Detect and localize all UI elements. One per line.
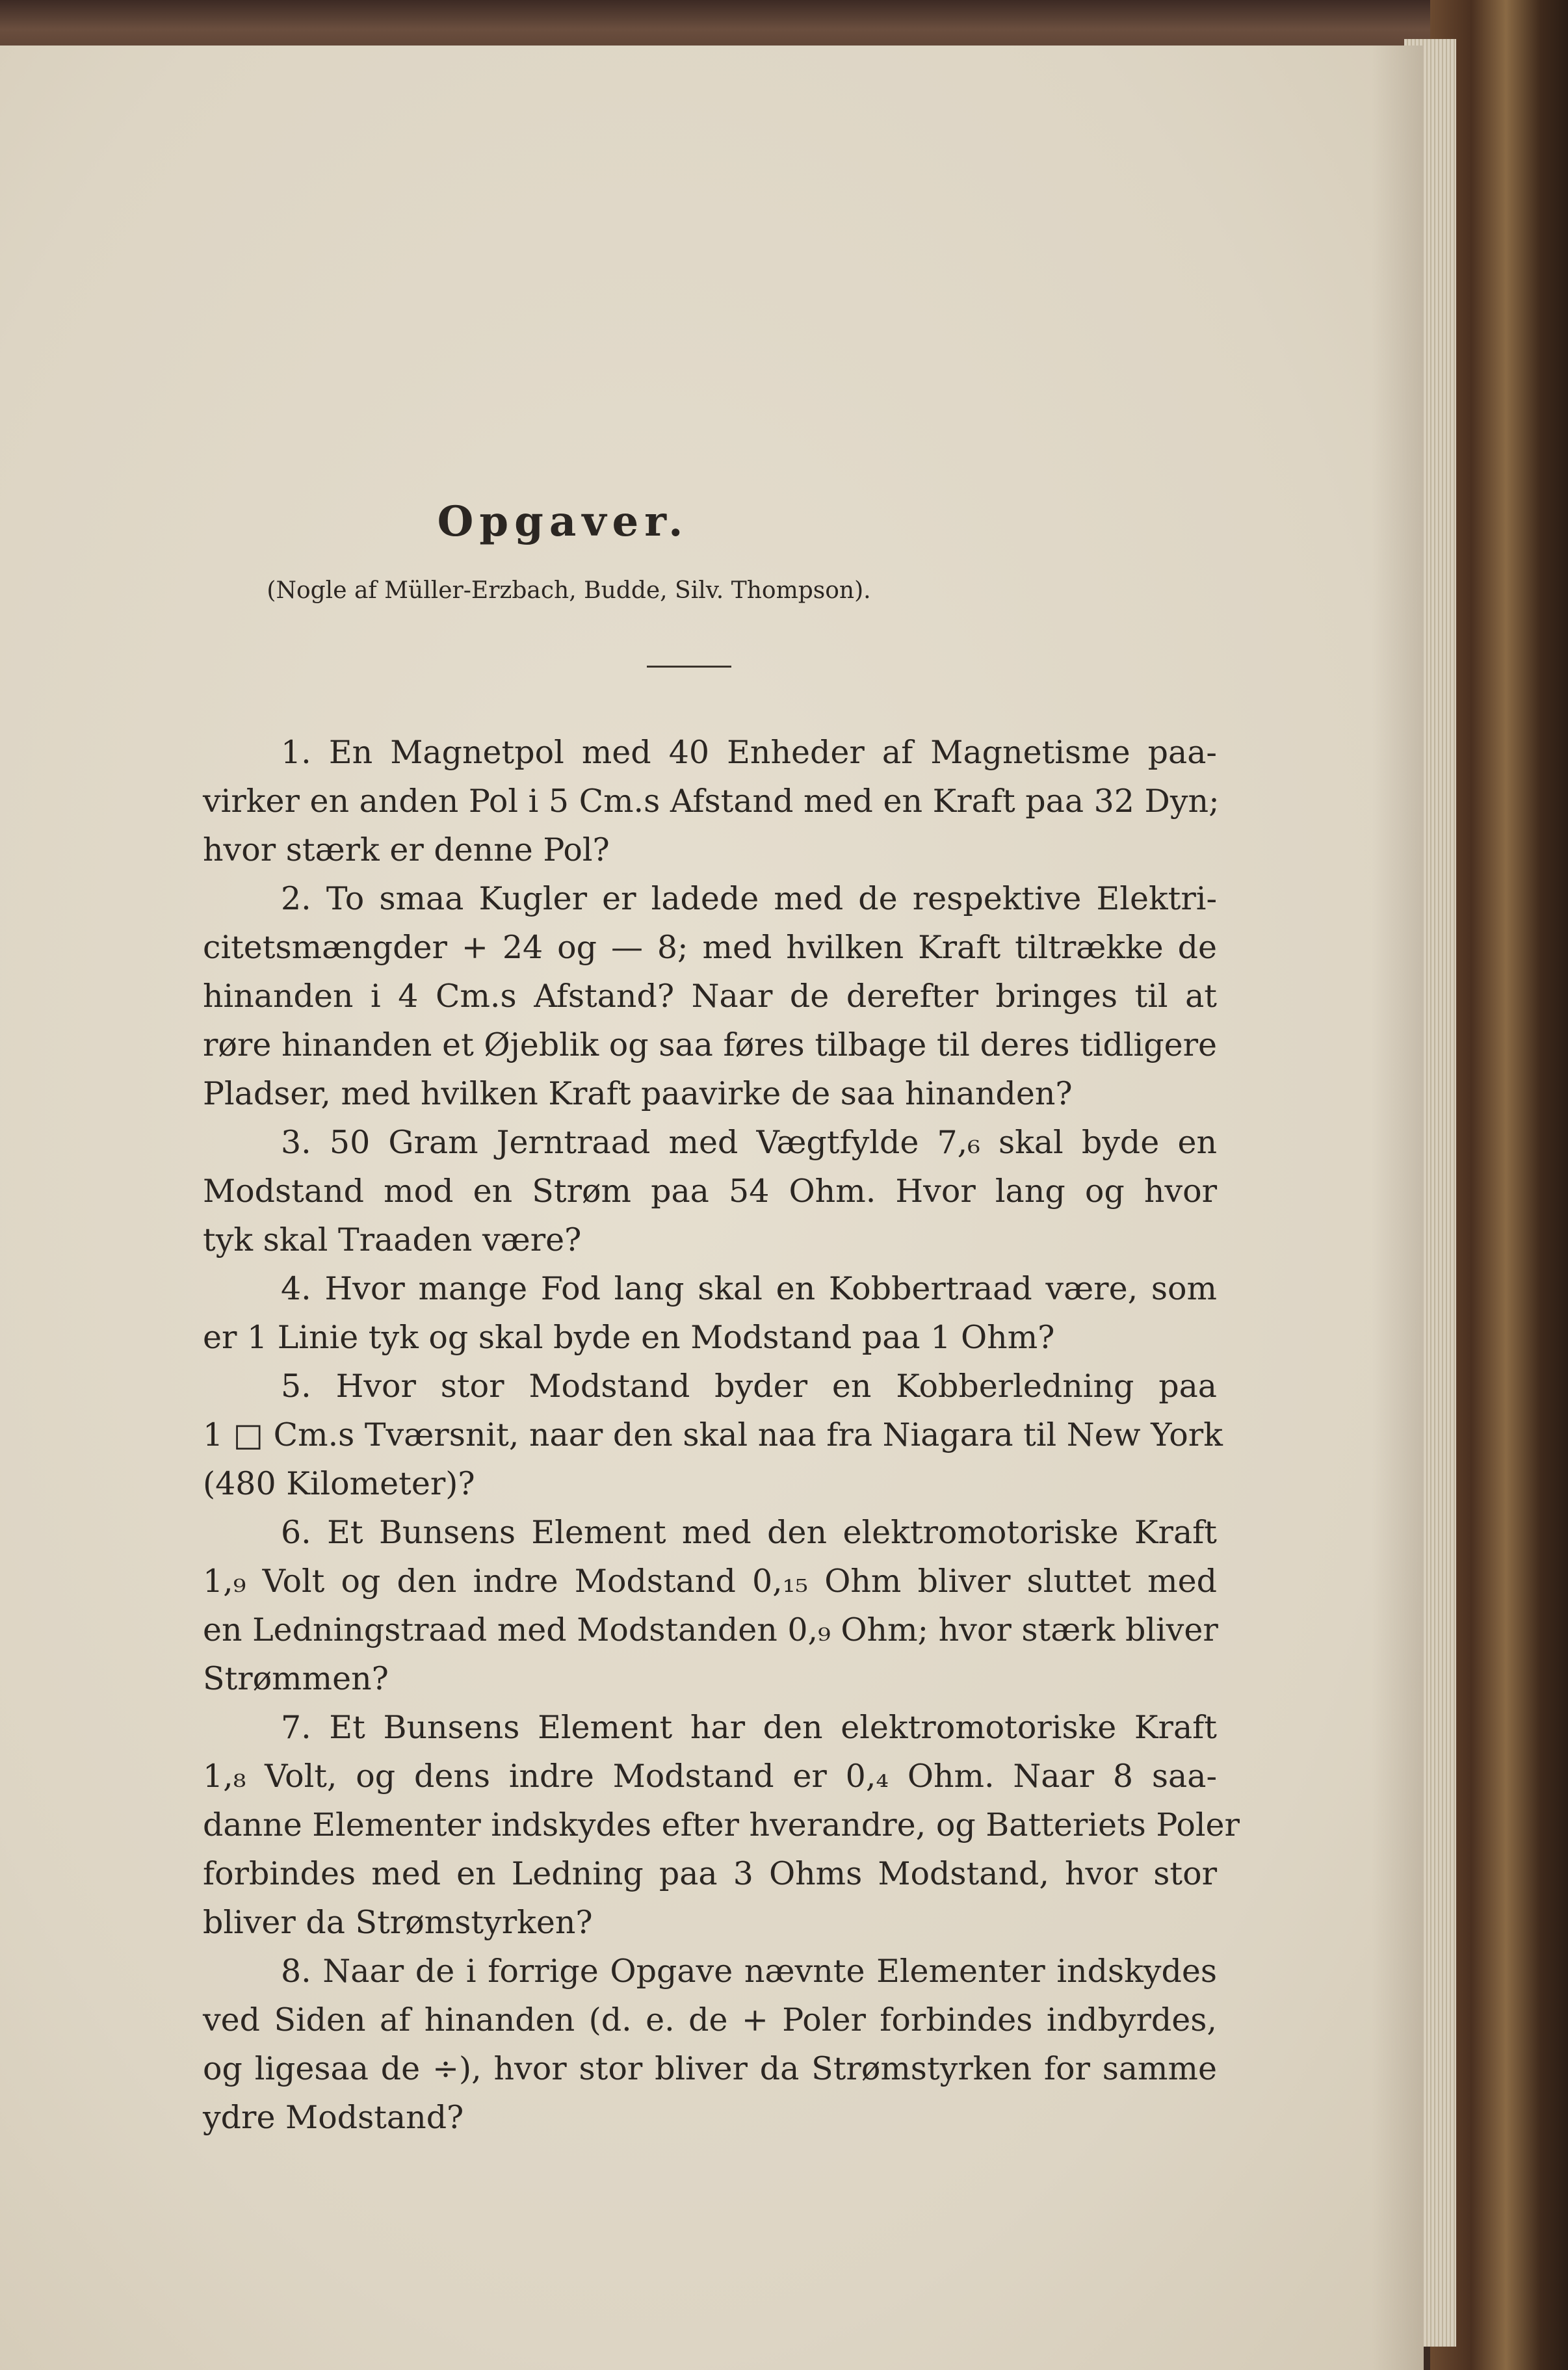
- text-line: 1,₈ Volt, og dens indre Modstand er 0,₄ Ohm. Naar 8 saa-: [203, 1758, 1217, 1795]
- text-line: citetsmængder + 24 og — 8; med hvilken Kraft tiltrække de: [203, 929, 1217, 966]
- text-line: 1 □ Cm.s Tværsnit, naar den skal naa fra Niagara til New York: [203, 1416, 1223, 1453]
- text-line: 2. To smaa Kugler er ladede med de respektive Elektri-: [281, 880, 1217, 917]
- text-line: forbindes med en Ledning paa 3 Ohms Modstand, hvor stor: [203, 1855, 1217, 1892]
- page-subtitle: (Nogle af Müller-Erzbach, Budde, Silv. Thompson).: [267, 577, 871, 604]
- text-line: 4. Hvor mange Fod lang skal en Kobbertraad være, som: [281, 1270, 1217, 1307]
- text-line: 7. Et Bunsens Element har den elektromotoriske Kraft: [281, 1709, 1217, 1746]
- text-line: hvor stærk er denne Pol?: [203, 831, 610, 868]
- page-title: Opgaver.: [437, 497, 689, 546]
- exercise-item: [203, 1118, 1217, 1264]
- text-line: virker en anden Pol i 5 Cm.s Afstand med en Kraft paa 32 Dyn;: [203, 783, 1220, 820]
- text-line: 5. Hvor stor Modstand byder en Kobberledning paa: [281, 1368, 1217, 1405]
- text-line: 6. Et Bunsens Element med den elektromotoriske Kraft: [281, 1514, 1217, 1551]
- text-line: 1,₉ Volt og den indre Modstand 0,₁₅ Ohm bliver sluttet med: [203, 1563, 1217, 1600]
- text-line: Pladser, med hvilken Kraft paavirke de saa hinanden?: [203, 1075, 1073, 1112]
- exercise-item: [203, 1947, 1217, 2142]
- exercise-list: [203, 728, 1240, 2142]
- text-line: en Ledningstraad med Modstanden 0,₉ Ohm; hvor stærk bliver: [203, 1611, 1218, 1648]
- text-line: bliver da Strømstyrken?: [203, 1904, 593, 1941]
- text-line: 8. Naar de i forrige Opgave nævnte Elementer indskydes: [281, 1953, 1217, 1990]
- text-line: Modstand mod en Strøm paa 54 Ohm. Hvor lang og hvor: [203, 1173, 1217, 1210]
- text-line: og ligesaa de ÷), hvor stor bliver da Strømstyrken for samme: [203, 2050, 1217, 2087]
- text-line: 1. En Magnetpol med 40 Enheder af Magnetisme paa-: [281, 734, 1217, 771]
- exercise-item: [203, 728, 1220, 874]
- text-line: tyk skal Traaden være?: [203, 1221, 582, 1258]
- text-line: danne Elementer indskydes efter hverandre, og Batteriets Poler: [203, 1806, 1240, 1843]
- exercise-item: [203, 874, 1217, 1118]
- text-line: (480 Kilometer)?: [203, 1465, 475, 1502]
- exercise-item: [203, 1362, 1223, 1508]
- text-line: hinanden i 4 Cm.s Afstand? Naar de derefter bringes til at: [203, 978, 1217, 1015]
- text-line: Strømmen?: [203, 1660, 389, 1697]
- text-line: røre hinanden et Øjeblik og saa føres tilbage til deres tidligere: [203, 1026, 1217, 1063]
- divider-rule: [647, 666, 731, 668]
- text-line: er 1 Linie tyk og skal byde en Modstand paa 1 Ohm?: [203, 1319, 1055, 1356]
- text-line: ydre Modstand?: [203, 2099, 464, 2136]
- exercise-item: [203, 1508, 1217, 1703]
- exercise-item: [203, 1703, 1240, 1947]
- text-line: ved Siden af hinanden (d. e. de + Poler forbindes indbyrdes,: [203, 2001, 1217, 2038]
- page-gutter-shadow: [1372, 46, 1424, 2370]
- exercise-item: [203, 1264, 1217, 1362]
- text-line: 3. 50 Gram Jerntraad med Vægtfylde 7,₆ skal byde en: [281, 1124, 1217, 1161]
